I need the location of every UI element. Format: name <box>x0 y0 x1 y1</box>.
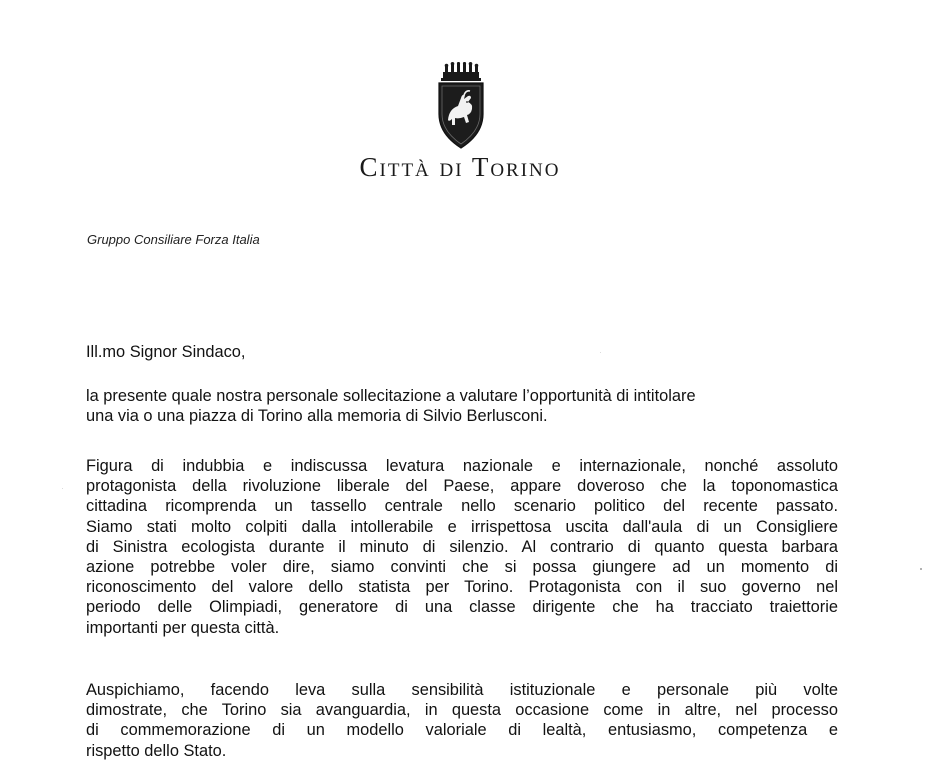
paragraph-1-line: una via o una piazza di Torino alla memoria di Silvio Berlusconi. <box>86 407 548 426</box>
paragraph-2-line: protagonista della rivoluzione liberale del Paese, appare doveroso che la toponomastica <box>86 477 838 496</box>
paragraph-1-line: la presente quale nostra personale sollecitazione a valutare l’opportunità di intitolare <box>86 387 696 405</box>
paragraph-2-line: periodo delle Olimpiadi, generatore di una classe dirigente che ha tracciato traiettorie <box>86 598 838 617</box>
paragraph-2-line: azione potrebbe voler dire, siamo convinti che si possa giungere ad un momento di <box>86 558 838 577</box>
paragraph-2 <box>86 456 838 638</box>
paragraph-2-line: di Sinistra ecologista durante il minuto di silenzio. Al contrario di quanto questa barbara <box>86 537 838 556</box>
paragraph-2-line: Siamo stati molto colpiti dalla intollerabile e irrispettosa uscita dall'aula di un Consigliere <box>86 517 838 536</box>
paragraph-3-line: di commemorazione di un modello valoriale di lealtà, entusiasmo, competenza e <box>86 721 838 740</box>
paragraph-2-line: cittadina ricomprenda un tassello centrale nello scenario politico del recente passato. <box>86 497 838 516</box>
paragraph-3-line: rispetto dello Stato. <box>86 741 227 760</box>
paragraph-3-line: dimostrate, che Torino sia avanguardia, in questa occasione come in altre, nel processo <box>86 701 838 720</box>
scan-speck <box>62 488 63 489</box>
paragraph-2-line: Figura di indubbia e indiscussa levatura nazionale e internazionale, nonché assoluto <box>86 457 838 475</box>
crown-icon <box>441 62 481 81</box>
paragraph-1 <box>86 386 838 426</box>
paragraph-3 <box>86 680 838 761</box>
torino-crest-icon <box>431 62 491 150</box>
salutation: Ill.mo Signor Sindaco, <box>86 343 246 361</box>
paragraph-2-line: importanti per questa città. <box>86 618 280 637</box>
scan-speck <box>600 352 601 353</box>
city-name-heading: Città di Torino <box>359 152 561 182</box>
group-name: Gruppo Consiliare Forza Italia <box>87 232 260 247</box>
scan-speck <box>920 568 922 570</box>
paragraph-3-line: Auspichiamo, facendo leva sulla sensibilità istituzionale e personale più volte <box>86 681 838 699</box>
paragraph-2-line: riconoscimento del valore dello statista per Torino. Protagonista con il suo governo nel <box>86 578 838 597</box>
